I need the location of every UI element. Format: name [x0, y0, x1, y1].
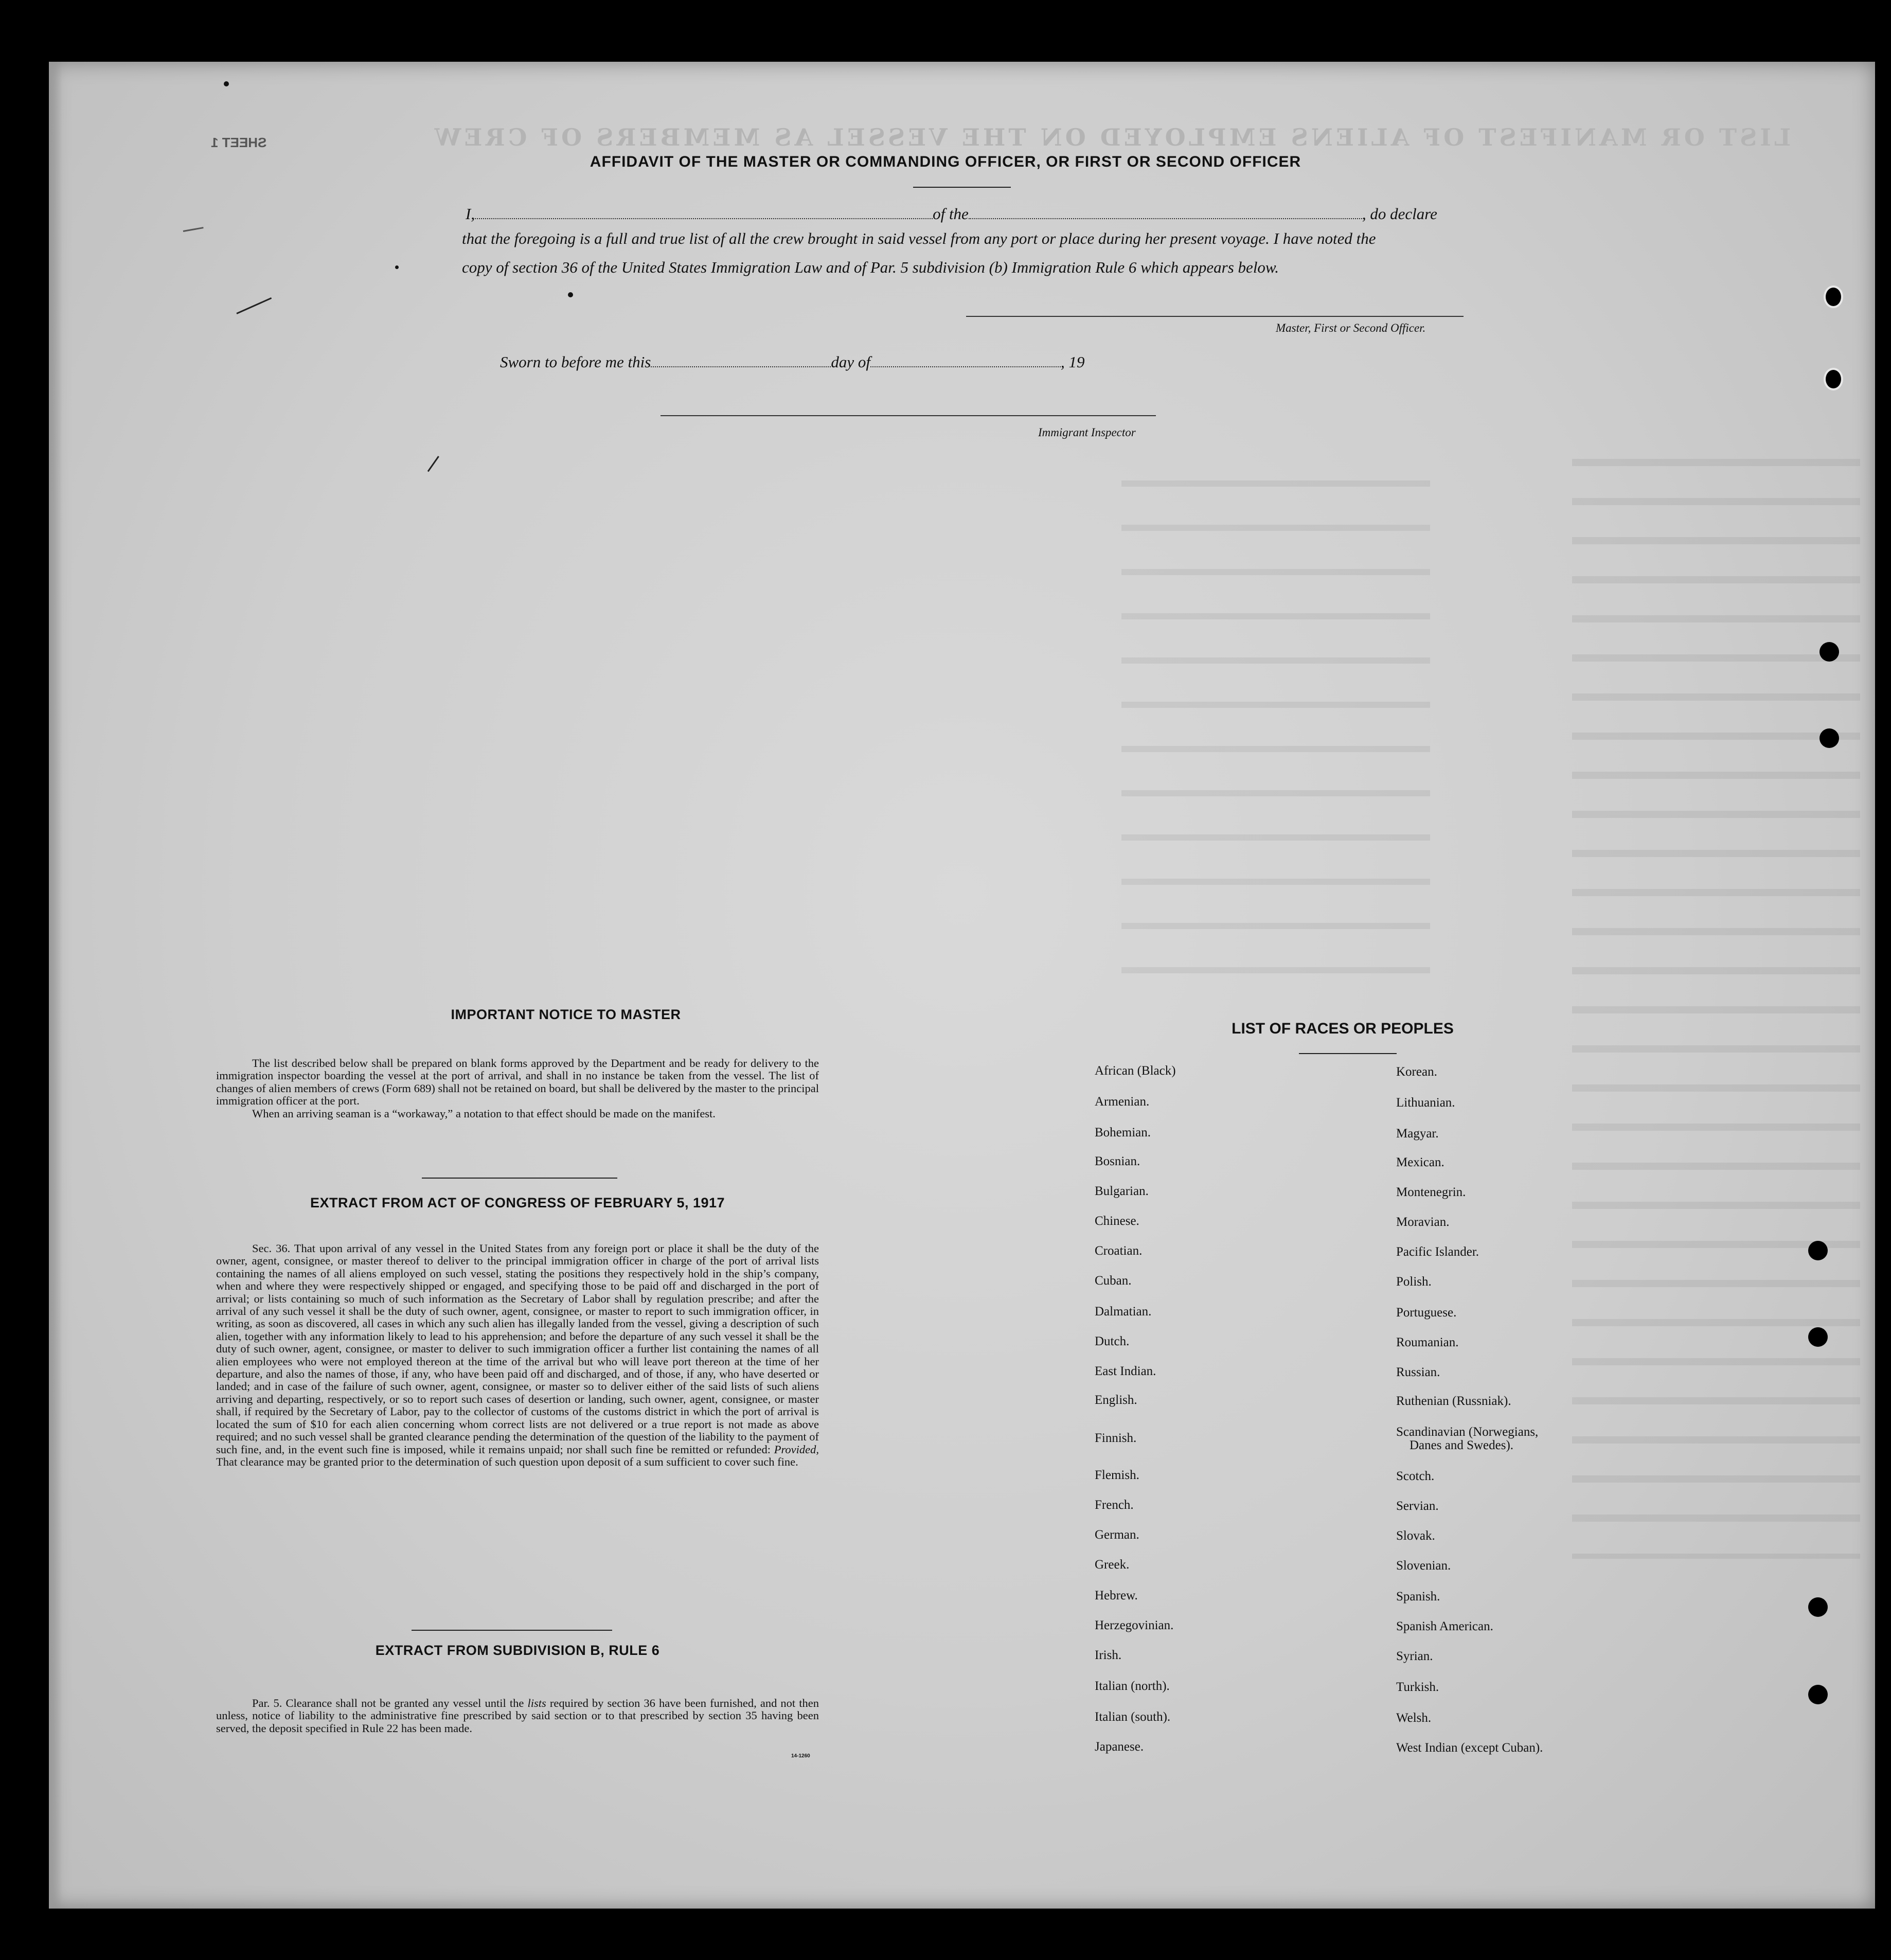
notice-heading: IMPORTANT NOTICE TO MASTER [451, 1007, 681, 1022]
act-extract-paragraph [216, 1242, 819, 1468]
race-item: Scandinavian (Norwegians, [1396, 1425, 1539, 1439]
race-item: Irish. [1095, 1648, 1122, 1662]
affidavit-line-1 [466, 205, 1437, 223]
affidavit-i: I, [466, 205, 475, 223]
rule-lists-word: lists [527, 1697, 546, 1709]
affidavit-line-2: that the foregoing is a full and true list of all the crew brought in said vessel from any port or place during her present voyage. I have noted the [462, 229, 1376, 247]
inspector-signature-caption: Immigrant Inspector [1038, 426, 1136, 439]
master-signature-caption: Master, First or Second Officer. [1276, 322, 1426, 334]
affidavit-of-the: of the [933, 205, 969, 223]
act-extract-text: Sec. 36. That upon arrival of any vessel in the United States from any foreign port or place it shall be the duty of the owner, agent, consignee, or master thereof to deliver to the principal immigration officer in charge of the port of arrival lists containing the names of all aliens employed on such vessel, stating the positions they respectively hold in the ship’s company, when and where they were respectively shipped or engaged, and specifying those to be paid off and discharged in the port of arrival; or lists containing so much of such information as the Secretary of Labor shall by regulation prescribe; and after the arrival of any such vessel it shall be the duty of such owner, agent, consignee, or master to report to such immigration officer, in writing, as soon as discovered, all cases in which any such alien has illegally landed from the vessel, giving a description of such alien, together with any information likely to lead to his apprehension; and before the departure of any such vessel it shall be the duty of such owner, agent, consignee, or master to deliver to such immigration officer a further list containing the names of all alien employees who were not employed thereon at the time of the arrival but who will leave port thereon at the time of her departure, and also the names of those, if any, who have been paid off and discharged, and of those, if any, who have deserted or landed; and in case of the failure of such owner, agent, consignee, or master so to deliver either of the said lists of such aliens arriving and departing, respectively, or so to report such cases of desertion or landing, such owner, agent, consignee, or master shall, if required by the Secretary of Labor, pay to the collector of customs of the customs district in which the port of arrival is located the sum of $10 for each alien concerning whom correct lists are not delivered or a true report is not made as above required; and no such vessel shall be granted clearance pending the determination of the question of the liability to the payment of such fine, and, in the event such fine is imposed, while it remains unpaid; nor shall such fine be remitted or refunded: [216, 1242, 819, 1456]
race-item: Portuguese. [1396, 1306, 1457, 1320]
race-item: Montenegrin. [1396, 1185, 1466, 1199]
race-item: Hebrew. [1095, 1589, 1138, 1602]
race-item: Magyar. [1396, 1127, 1439, 1141]
binder-hole [1808, 1597, 1828, 1617]
rule-extract-heading: EXTRACT FROM SUBDIVISION B, RULE 6 [375, 1643, 660, 1658]
inspector-signature-line [661, 415, 1156, 416]
race-item: Bosnian. [1095, 1154, 1140, 1168]
race-item: Lithuanian. [1396, 1096, 1455, 1110]
race-item: Roumanian. [1396, 1335, 1459, 1349]
sworn-day-of: day of [831, 353, 870, 371]
affidavit-line-3: copy of section 36 of the United States Immigration Law and of Par. 5 subdivision (b) Immigration Rule 6 which appears below. [462, 258, 1279, 276]
race-item: Chinese. [1095, 1214, 1139, 1228]
sworn-month-blank [870, 355, 1061, 367]
race-item: Pacific Islander. [1396, 1245, 1479, 1259]
race-item: Cuban. [1095, 1274, 1132, 1288]
race-item: West Indian (except Cuban). [1396, 1741, 1543, 1755]
affidavit-title: AFFIDAVIT OF THE MASTER OR COMMANDING OFFICER, OR FIRST OR SECOND OFFICER [590, 153, 1301, 170]
races-title-rule [1299, 1053, 1397, 1054]
rule-extract-body [216, 1697, 819, 1735]
binder-hole [1819, 642, 1839, 662]
race-item: Flemish. [1095, 1468, 1139, 1482]
race-item: Slovak. [1396, 1529, 1435, 1543]
binder-hole-ring [1824, 368, 1843, 390]
race-item: Slovenian. [1396, 1559, 1451, 1573]
dust-speck [224, 81, 229, 86]
vessel-blank [969, 207, 1362, 219]
race-item: Turkish. [1396, 1680, 1439, 1694]
race-item: Dutch. [1095, 1334, 1130, 1348]
act-provided-word: Provided, [774, 1442, 819, 1456]
affidavit-declare: , do declare [1362, 205, 1437, 223]
races-title: LIST OF RACES OR PEOPLES [1232, 1020, 1454, 1037]
sworn-day-blank [651, 355, 831, 367]
act-extract-heading: EXTRACT FROM ACT OF CONGRESS OF FEBRUARY 5, 1917 [310, 1195, 725, 1210]
race-item: Spanish. [1396, 1590, 1440, 1603]
binder-hole [1819, 728, 1839, 748]
act-divider [412, 1630, 612, 1631]
binder-hole [1808, 1241, 1828, 1260]
race-item: East Indian. [1095, 1364, 1156, 1378]
race-item: English. [1095, 1393, 1137, 1407]
sworn-prefix: Sworn to before me this [500, 353, 651, 371]
bleed-through-rows [1572, 427, 1860, 1559]
race-item: Servian. [1396, 1499, 1439, 1513]
race-item: Croatian. [1095, 1244, 1143, 1258]
race-item: French. [1095, 1498, 1134, 1512]
rule-extract-text: Par. 5. Clearance shall not be granted any vessel until the [252, 1697, 524, 1709]
binder-hole [1808, 1685, 1828, 1704]
page-edge-shadow [49, 62, 62, 1909]
race-item: Armenian. [1095, 1095, 1150, 1109]
form-number: 14-1260 [791, 1753, 810, 1759]
race-item: Dalmatian. [1095, 1305, 1152, 1318]
race-item: Herzegovinian. [1095, 1618, 1174, 1632]
race-item: Finnish. [1095, 1431, 1137, 1445]
race-item: Bohemian. [1095, 1126, 1151, 1139]
race-item: Bulgarian. [1095, 1184, 1149, 1198]
sworn-year: , 19 [1060, 353, 1085, 371]
race-item: Scotch. [1396, 1469, 1435, 1483]
race-item: German. [1095, 1528, 1139, 1542]
race-item: Polish. [1396, 1275, 1432, 1289]
race-item: Ruthenian (Russniak). [1396, 1394, 1511, 1408]
name-blank [475, 207, 933, 219]
rule-extract-text-end: required by section 36 have been furnished, and not then unless, notice of liability to the administrative fine prescribed by said section or to that prescribed by section 35 having been served, the deposit specified in Rule 22 has been made. [216, 1697, 819, 1735]
binder-hole-ring [1824, 286, 1843, 308]
race-item: Italian (north). [1095, 1679, 1170, 1693]
race-item: Italian (south). [1095, 1710, 1171, 1724]
sworn-line [500, 353, 1084, 371]
race-item: Mexican. [1396, 1155, 1444, 1169]
act-extract-text-end: That clearance may be granted prior to the determination of such question upon deposit of a sum sufficient to cover such fine. [216, 1455, 798, 1468]
race-item: Moravian. [1396, 1215, 1450, 1229]
master-signature-line [966, 316, 1464, 317]
race-item: Danes and Swedes). [1410, 1438, 1514, 1452]
race-item: African (Black) [1095, 1064, 1176, 1078]
bleed-through-rows-2 [1121, 442, 1430, 1008]
race-item: Greek. [1095, 1558, 1130, 1572]
race-item: Syrian. [1396, 1649, 1433, 1663]
dust-speck [568, 292, 573, 297]
race-item: Korean. [1396, 1065, 1437, 1079]
dust-speck [395, 265, 399, 269]
notice-paragraph-2: When an arriving seaman is a “workaway,” a notation to that effect should be made on the manifest. [252, 1107, 716, 1120]
bleed-through-sheet-mark: SHEET 1 [211, 135, 267, 150]
notice-body [216, 1057, 819, 1120]
binder-hole [1808, 1327, 1828, 1347]
race-item: Japanese. [1095, 1740, 1144, 1754]
race-item: Spanish American. [1396, 1619, 1493, 1633]
bleed-through-heading: LIST OR MANIFEST OF ALIENS EMPLOYED ON THE VESSEL AS MEMBERS OF CREW [431, 123, 1791, 151]
act-extract-body [216, 1242, 819, 1468]
notice-divider [422, 1178, 617, 1179]
notice-paragraph-1: The list described below shall be prepared on blank forms approved by the Department and be ready for delivery to the immigration inspector boarding the vessel at the port of arrival, and shall in no instance be taken from the vessel. The list of changes of alien members of crews (Form 689) shall not be retained on board, but shall be delivered by the master to the principal immigration officer at the port. [216, 1057, 819, 1108]
title-rule [913, 187, 1011, 188]
rule-extract-paragraph [216, 1697, 819, 1735]
race-item: Russian. [1396, 1365, 1440, 1379]
race-item: Welsh. [1396, 1711, 1432, 1725]
